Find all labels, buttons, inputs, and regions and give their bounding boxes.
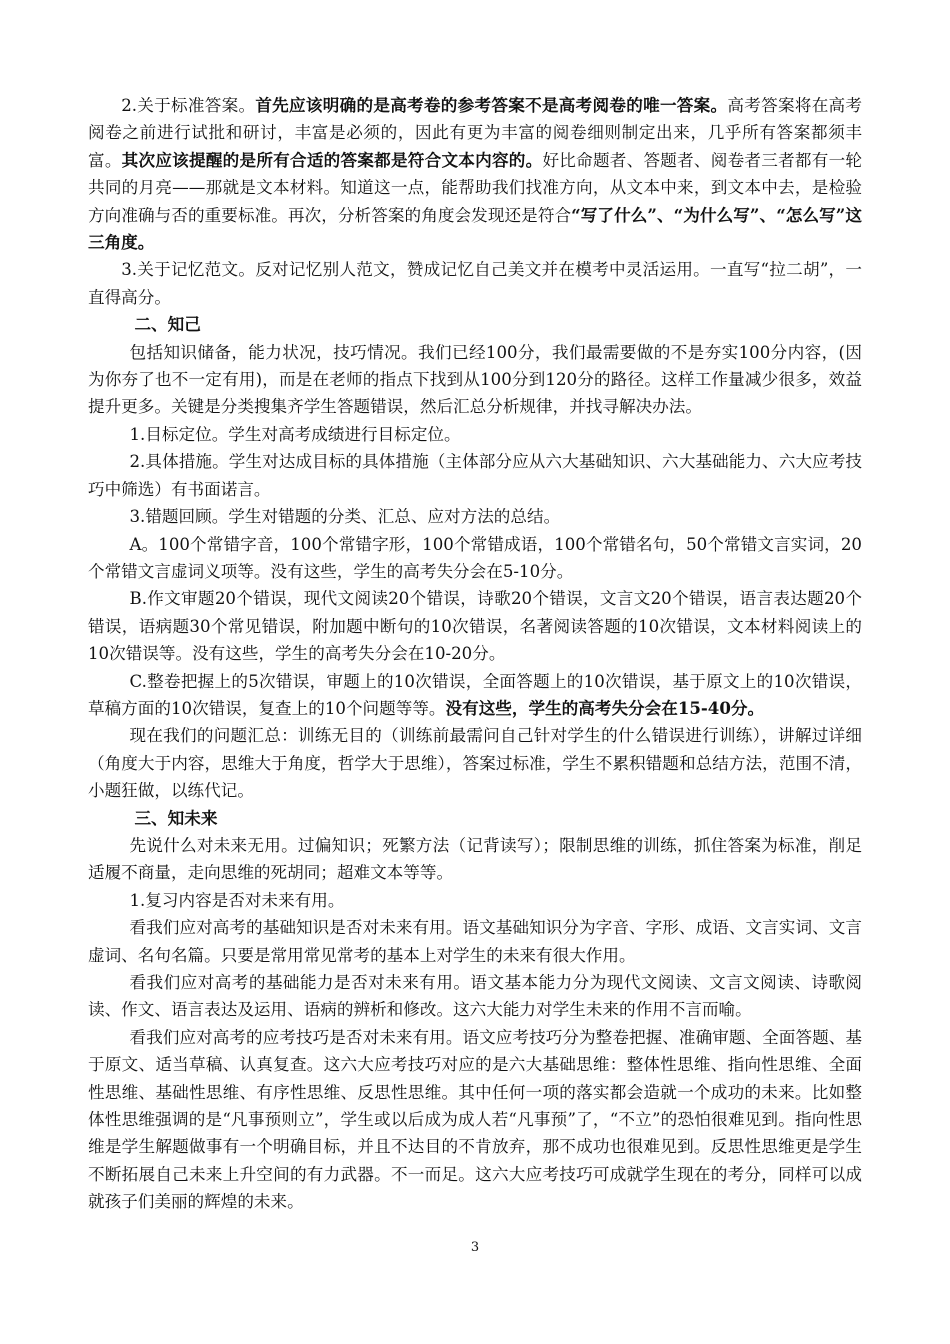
paragraph-error-list-a: A。100个常错字音，100个常错字形，100个常错成语，100个常错名句，50个常错文言实词，20个常错文言虚词义项等。没有这些，学生的高考失分会在5-10分。 <box>88 534 862 581</box>
paragraph-basic-ability: 看我们应对高考的基础能力是否对未来有用。语文基本能力分为现代文阅读、文言文阅读、诗歌阅读、作文、语言表达及运用、语病的辨析和修改。这六大能力对学生未来的作用不言而喻。 <box>88 973 862 1020</box>
paragraph-error-review: 3.错题回顾。学生对错题的分类、汇总、应对方法的总结。 <box>129 507 561 527</box>
paragraph-know-self-intro: 包括知识储备，能力状况，技巧情况。我们已经100分，我们最需要做的不是夯实100分内容，(因为你夯了也不一定有用)，而是在老师的指点下找到从100分到120分的路径。这样工作量减少很多，效益提升更多。关键是分类搜集齐学生答题错误，然后汇总分析规律，并找寻解决办法。 <box>88 342 862 417</box>
paragraph-standard-answer: 2.关于标准答案。首先应该明确的是高考卷的参考答案不是高考阅卷的唯一答案。高考答案将在高考阅卷之前进行试批和研讨，丰富是必须的，因此有更为丰富的阅卷细则制定出来，几乎所有答案都须丰富。其次应该提醒的是所有合适的答案都是符合文本内容的。好比命题者、答题者、阅卷者三者都有一轮共同的月亮——那就是文本材料。知道这一点，能帮助我们找准方向，从文本中来，到文本中去，是检验方向准确与否的重要标准。再次，分析答案的角度会发现还是符合“写了什么”、“为什么写”、“怎么写”这三角度。 <box>88 95 863 253</box>
paragraph-concrete-measures: 2.具体措施。学生对达成目标的具体措施（主体部分应从六大基础知识、六大基础能力、六大应考技巧中筛选）有书面诺言。 <box>88 452 862 499</box>
paragraph-review-content: 1.复习内容是否对未来有用。 <box>129 890 345 910</box>
paragraph-error-list-b: B.作文审题20个错误，现代文阅读20个错误，诗歌20个错误，文言文20个错误，语言表达题20个错误，语病题30个常见错误，附加题中断句的10次错误，名著阅读答题的10次错误，文本材料阅读上的10次错误等。没有这些，学生的高考失分会在10-20分。 <box>88 589 862 664</box>
section-heading-know-future: 三、知未来 <box>134 807 218 828</box>
paragraph-problem-summary: 现在我们的问题汇总：训练无目的（训练前最需问自己针对学生的什么错误进行训练），讲解过详细（角度大于内容，思维大于角度，哲学大于思维），答案过标准，学生不累积错题和总结方法，范围不清，小题狂做，以练代记。 <box>88 726 862 801</box>
document-body <box>88 92 862 1216</box>
paragraph-error-list-c: C.整卷把握上的5次错误，审题上的10次错误，全面答题上的10次错误，基于原文上的10次错误，草稿方面的10次错误，复查上的10个问题等等。没有这些，学生的高考失分会在15-40分。 <box>88 671 862 718</box>
page-number: 3 <box>470 1240 480 1255</box>
paragraph-exam-skills: 看我们应对高考的应考技巧是否对未来有用。语文应考技巧分为整卷把握、准确审题、全面答题、基于原文、适当草稿、认真复查。这六大应考技巧对应的是六大基础思维：整体性思维、指向性思维、全面性思维、基础性思维、有序性思维、反思性思维。其中任何一项的落实都会造就一个成功的未来。比如整体性思维强调的是“凡事预则立”，学生或以后成为成人若“凡事预”了，“不立”的恐怕很难见到。指向性思维是学生解题做事有一个明确目标，并且不达目的不肯放弃，那不成功也很难见到。反思性思维更是学生不断拓展自己未来上升空间的有力武器。不一而足。这六大应考技巧可成就学生现在的考分，同样可以成就孩子们美丽的辉煌的未来。 <box>88 1027 862 1212</box>
paragraph-goal-positioning: 1.目标定位。学生对高考成绩进行目标定位。 <box>129 424 461 444</box>
paragraph-basic-knowledge: 看我们应对高考的基础知识是否对未来有用。语文基础知识分为字音、字形、成语、文言实词、文言虚词、名句名篇。只要是常用常见常考的基本上对学生的未来有很大作用。 <box>88 918 862 965</box>
paragraph-useless-for-future: 先说什么对未来无用。过偏知识；死繁方法（记背读写）；限制思维的训练，抓住答案为标准，削足适履不商量，走向思维的死胡同；超难文本等等。 <box>88 835 862 883</box>
paragraph-memorize-essays: 3.关于记忆范文。反对记忆别人范文，赞成记忆自己美文并在模考中灵活运用。一直写“拉二胡”，一直得高分。 <box>88 260 862 307</box>
section-heading-know-self: 二、知己 <box>134 314 201 335</box>
